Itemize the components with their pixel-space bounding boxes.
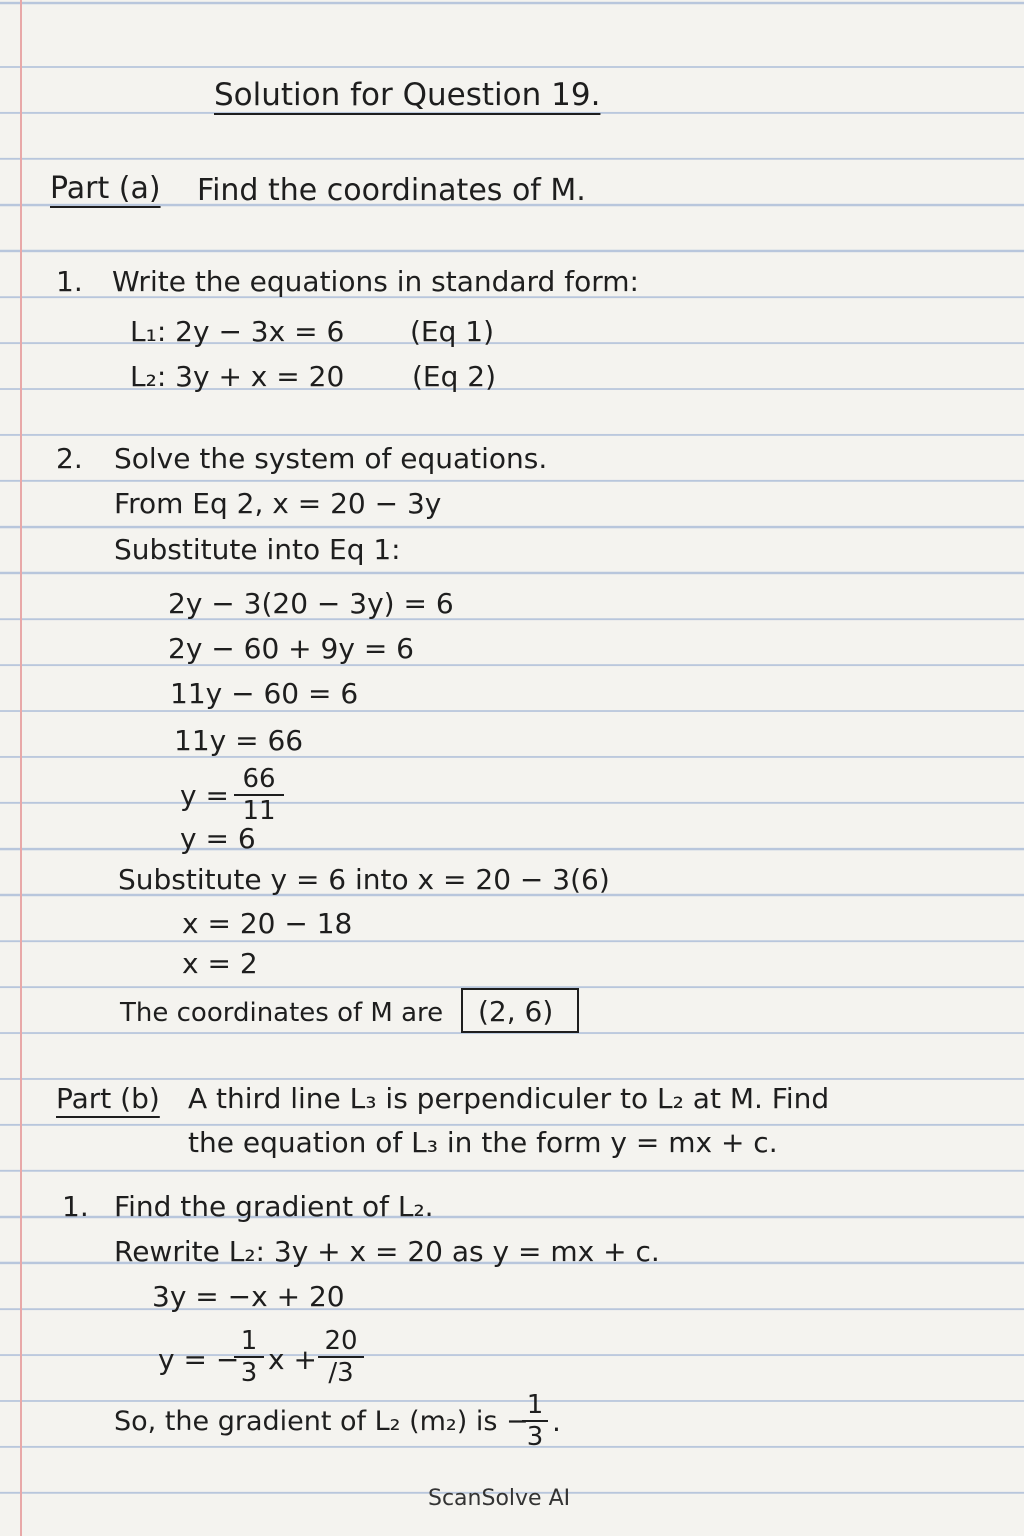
equation-l2: L₂: 3y + x = 20 [130, 360, 345, 393]
step-1-number: 1. [56, 265, 83, 298]
from-eq2-line: From Eq 2, x = 20 − 3y [114, 487, 442, 520]
x-line-1: x = 20 − 18 [182, 907, 353, 940]
equation-l2-tag: (Eq 2) [412, 360, 497, 393]
gradient-answer-denominator: 3 [526, 1422, 544, 1452]
y-equals: y = [180, 779, 229, 812]
gradient-conclusion: So, the gradient of L₂ (m₂) is − [114, 1406, 529, 1437]
gradient-period: . [552, 1405, 561, 1438]
rewrite-line: Rewrite L₂: 3y + x = 20 as y = mx + c. [114, 1235, 660, 1268]
y-fraction-denominator: 11 [242, 796, 276, 826]
x-line-2: x = 2 [182, 947, 258, 980]
y-fraction [234, 766, 284, 824]
margin-line [20, 0, 22, 1536]
work-line-1: 2y − 3(20 − 3y) = 6 [168, 587, 454, 620]
fraction-2-numerator: 20 [318, 1328, 364, 1358]
work-line-4: 11y = 66 [174, 724, 304, 757]
fraction-1-denominator: 3 [240, 1358, 258, 1388]
gradient-answer-fraction [522, 1392, 548, 1450]
part-a-prompt: Find the coordinates of M. [197, 173, 586, 208]
step-2-number: 2. [56, 442, 83, 475]
work-line-2: 2y − 60 + 9y = 6 [168, 632, 414, 665]
gradient-work-line-1: 3y = −x + 20 [152, 1280, 345, 1313]
y-fraction-numerator: 66 [234, 766, 284, 796]
page-title: Solution for Question 19. [214, 77, 601, 113]
y-result: y = 6 [180, 822, 256, 855]
gradient-fraction-2 [318, 1328, 364, 1386]
substitute-y-line: Substitute y = 6 into x = 20 − 3(6) [118, 863, 610, 896]
fraction-2-denominator: /3 [328, 1358, 354, 1388]
gradient-answer-numerator: 1 [522, 1392, 548, 1422]
fraction-1-numerator: 1 [234, 1328, 264, 1358]
part-b-label: Part (b) [56, 1082, 160, 1115]
part-b-prompt-line-1: A third line L₃ is perpendiculer to L₂ at M. Find [188, 1082, 830, 1115]
part-b-step-1-number: 1. [62, 1190, 89, 1223]
conclusion-text: The coordinates of M are [120, 998, 444, 1028]
part-a-label: Part (a) [50, 171, 161, 206]
equation-l1: L₁: 2y − 3x = 6 [130, 315, 345, 348]
gradient-fraction-1 [234, 1328, 264, 1386]
footer-watermark: ScanSolve AI [428, 1486, 571, 1511]
work-line-3: 11y − 60 = 6 [170, 677, 359, 710]
substitute-line: Substitute into Eq 1: [114, 533, 401, 566]
step-1-text: Write the equations in standard form: [112, 265, 639, 298]
part-b-step-1-text: Find the gradient of L₂. [114, 1190, 434, 1223]
step-2-text: Solve the system of equations. [114, 442, 548, 475]
answer-value: (2, 6) [478, 995, 554, 1028]
equation-l1-tag: (Eq 1) [410, 315, 495, 348]
gradient-y-equals: y = − [158, 1343, 240, 1376]
part-b-prompt-line-2: the equation of L₃ in the form y = mx + c. [188, 1126, 778, 1159]
x-plus: x + [268, 1343, 317, 1376]
